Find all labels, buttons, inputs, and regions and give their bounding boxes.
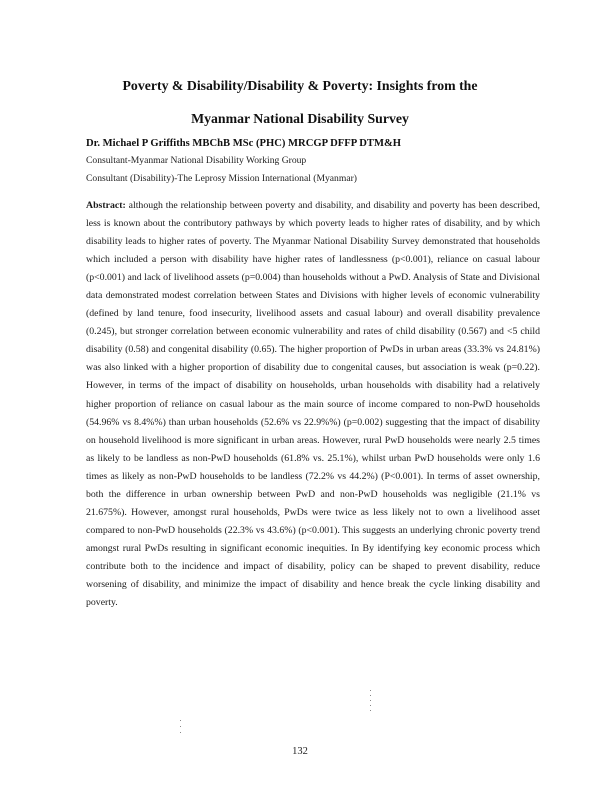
page-number: 132 [292,746,308,757]
abstract-body: although the relationship between poverty and disability, and disability and poverty has been described, less is known about the contributory pathways by which poverty leads to higher rates of disability, and by which disability leads to higher rates of poverty. The Myanmar National Disability Survey demonstrated that households which included a person with disability have higher rates of landlessness (p<0.001), reliance on casual labour (p<0.001) and lack of livelihood assets (p=0.004) than households without a PwD. Analysis of State and Divisional data demonstrated modest correlation between States and Divisions with higher levels of economic vulnerability (defined by land tenure, food insecurity, livelihood assets and casual labour) and overall disability prevalence (0.245), but stronger correlation between economic vulnerability and rates of child disability (0.567) and <5 child disability (0.58) and congenital disability (0.65). The higher proportion of PwDs in urban areas (33.3% vs 24.81%) was also linked with a higher proportion of disability due to congenital causes, but association is weak (p=0.22). However, in terms of the impact of disability on households, urban households with disability had a relatively higher proportion of reliance on casual labour as the main source of income compared to non-PwD households (54.96% vs 8.4%%) than urban households (52.6% vs 22.9%%) (p=0.002) suggesting that the impact of disability on household livelihood is more significant in urban areas. However, rural PwD households were nearly 2.5 times as likely to be landless as non-PwD households (61.8% vs. 25.1%), whilst urban PwD households were only 1.6 times as likely as non-PwD households to be landless (72.2% vs 44.2%) (P<0.001). In terms of asset ownership, both the difference in urban ownership between PwD and non-PwD households was negligible (21.1% vs 21.675%). However, amongst rural households, PwDs were twice as less likely not to own a livelihood asset compared to non-PwD households (22.3% vs 43.6%) (p<0.001). This suggests an underlying chronic poverty trend amongst rural PwDs resulting in significant economic inequities. In By identifying key economic process which contribute both to the incidence and impact of disability, policy can be shaped to prevent disability, reduce worsening of disability, and minimize the impact of disability and hence break the cycle linking disability and poverty. [86,200,540,609]
scan-speck [370,695,371,696]
scan-speck [180,726,181,727]
paper-title-line-2: Myanmar National Disability Survey [191,111,409,126]
author-name: Dr. Michael P Griffiths MBChB MSc (PHC) MRCGP DFFP DTM&H [86,138,402,149]
scan-speck [180,732,181,733]
abstract-label: Abstract: [86,200,126,211]
scan-speck [370,700,371,701]
abstract-paragraph [86,197,540,612]
scan-speck [370,710,371,711]
scan-speck [370,690,371,691]
affiliation-2: Consultant (Disability)-The Leprosy Mission International (Myanmar) [86,173,357,184]
scan-speck [180,720,181,721]
paper-title-line-1: Poverty & Disability/Disability & Poverty: Insights from the [122,78,478,93]
affiliation-1: Consultant-Myanmar National Disability Working Group [86,155,307,166]
scan-speck [370,705,371,706]
